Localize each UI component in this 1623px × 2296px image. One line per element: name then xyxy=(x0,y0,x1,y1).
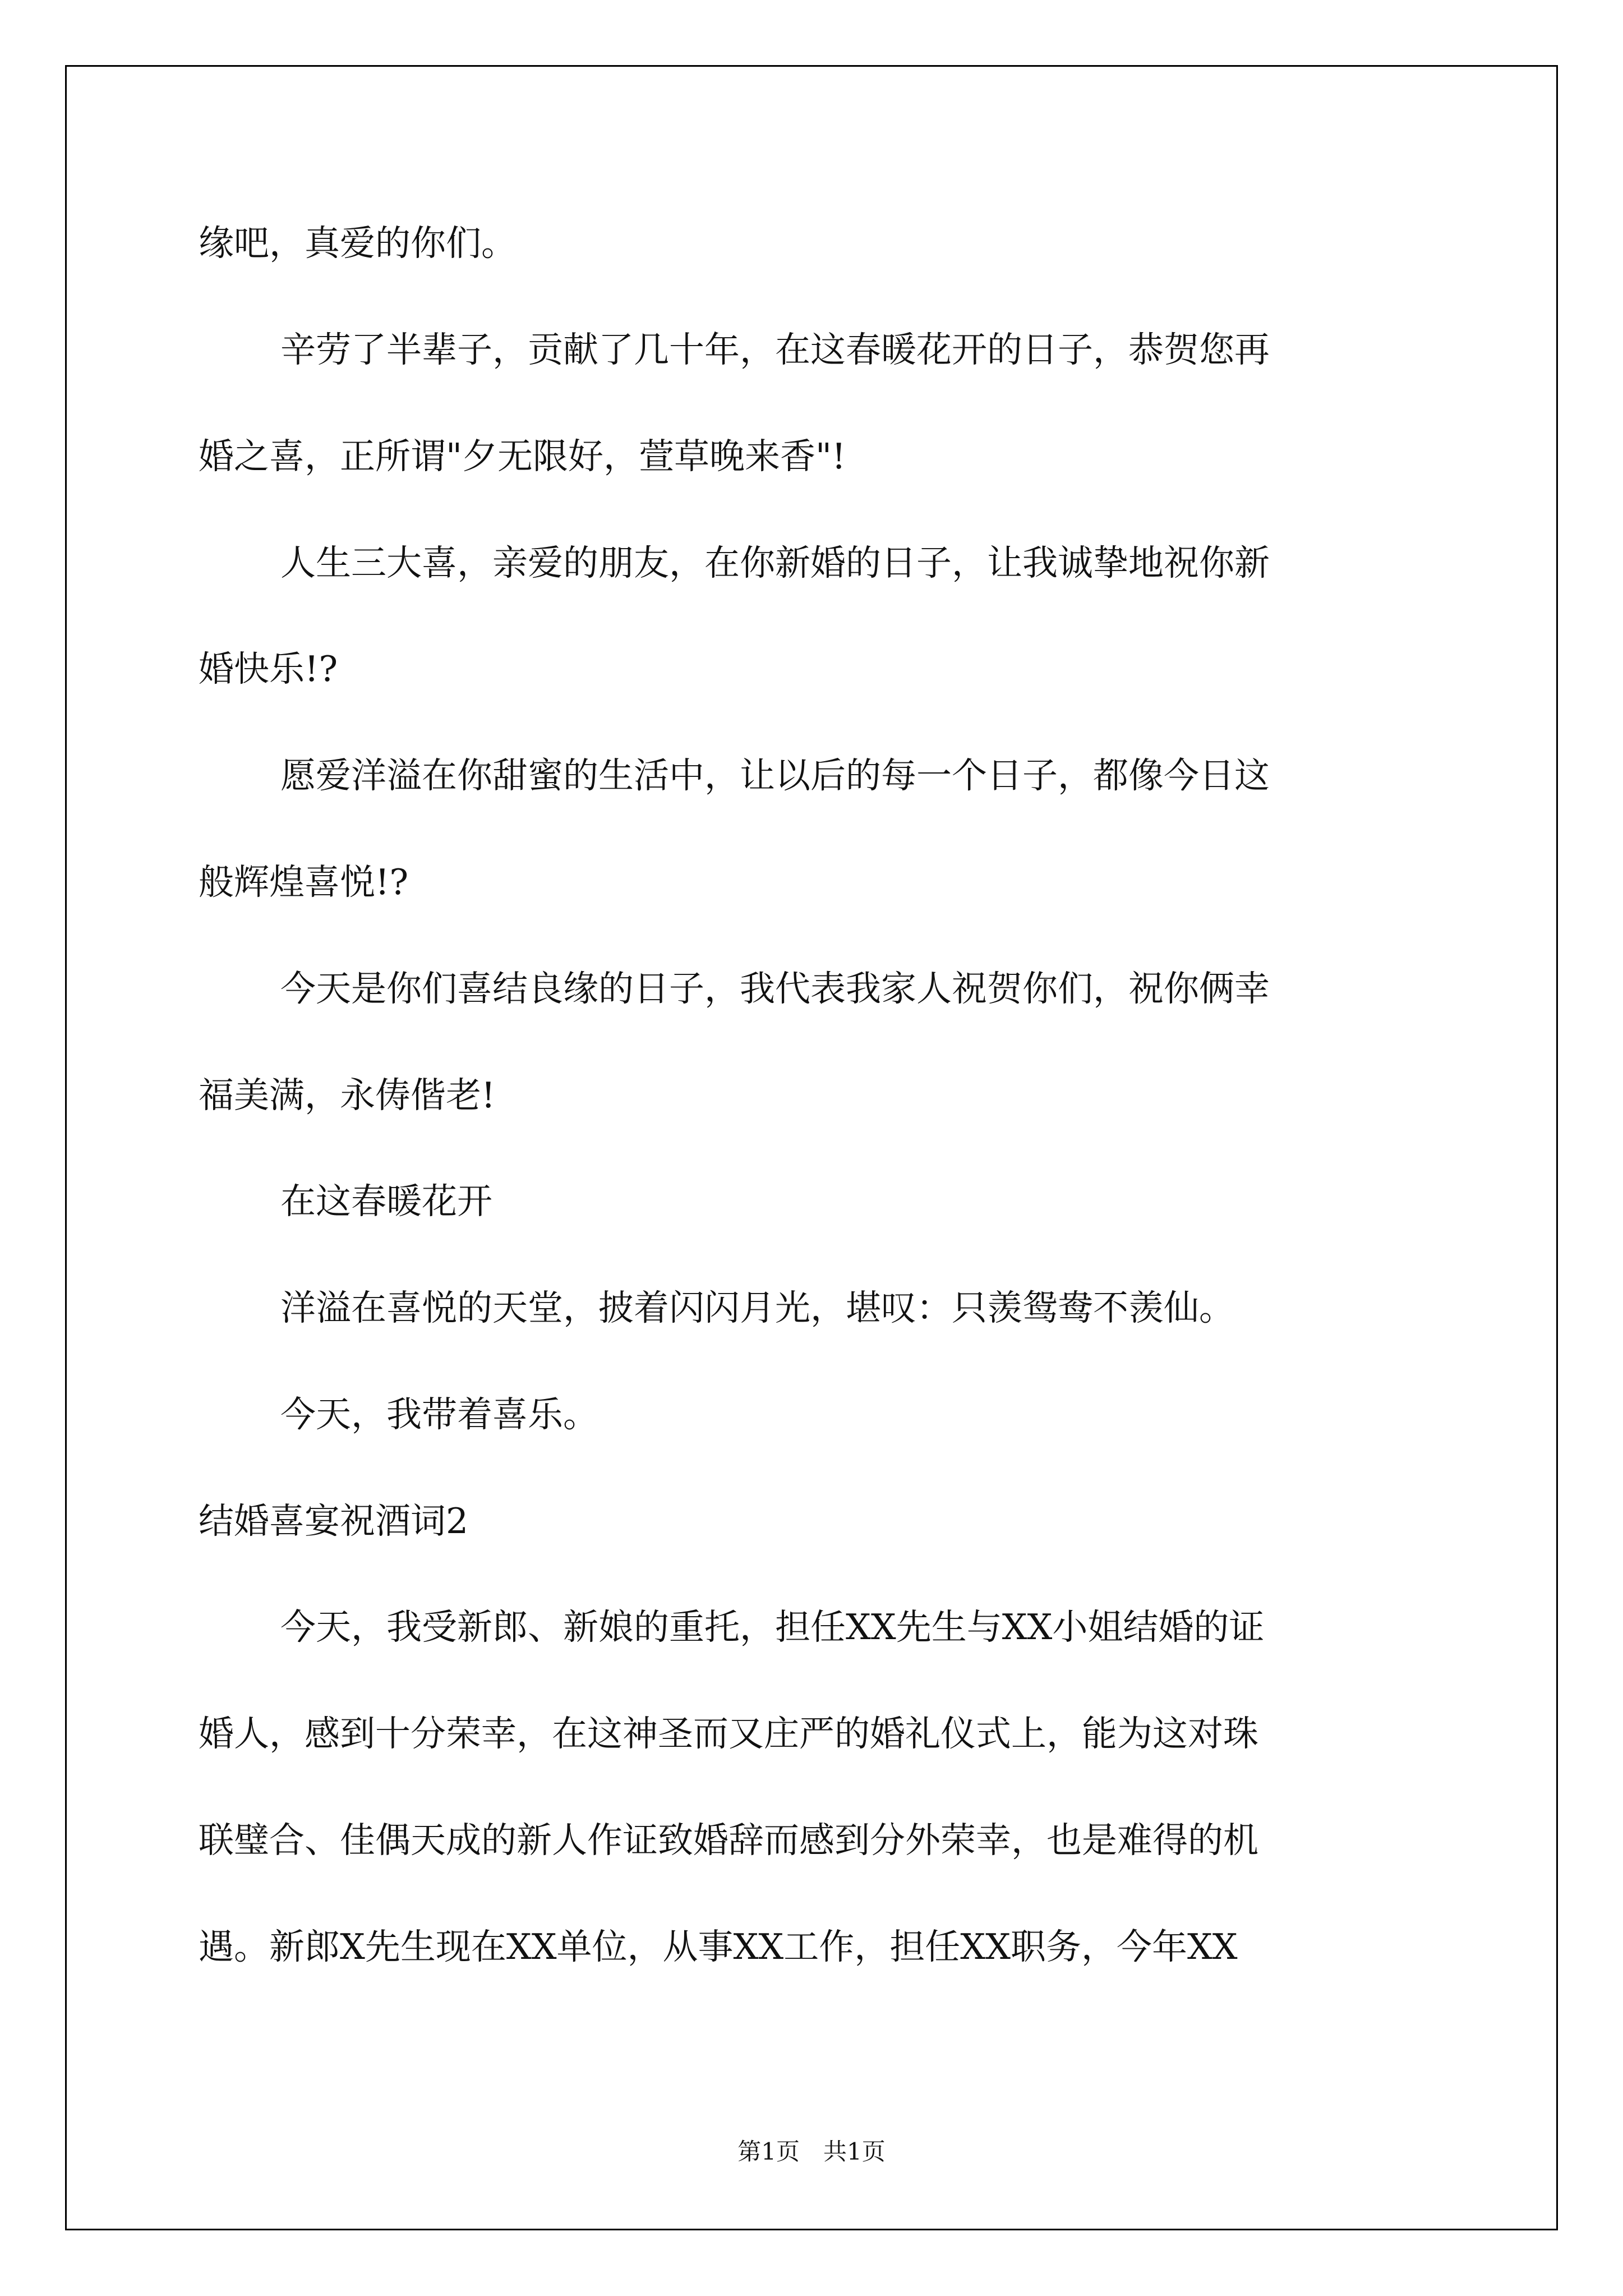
paragraph-line: 辛劳了半辈子，贡献了几十年，在这春暖花开的日子，恭贺您再 xyxy=(280,329,1270,370)
section-heading: 结婚喜宴祝酒词2 xyxy=(199,1501,469,1542)
page-number-footer: 第1页 共1页 xyxy=(737,2138,886,2165)
text-line: 遇。新郎X先生现在XX单位，从事XX工作，担任XX职务，今年XX xyxy=(199,1926,1238,1967)
paragraph-line: 今天是你们喜结良缘的日子，我代表我家人祝贺你们，祝你俩幸 xyxy=(280,968,1270,1009)
paragraph-line: 在这春暖花开 xyxy=(280,1181,492,1222)
text-line: 婚之喜，正所谓"夕无限好，萱草晚来香"! xyxy=(199,436,846,477)
paragraph-line: 洋溢在喜悦的天堂，披着闪闪月光，堪叹：只羡鸳鸯不羡仙。 xyxy=(280,1287,1234,1328)
text-line: 联璧合、佳偶天成的新人作证致婚辞而感到分外荣幸，也是难得的机 xyxy=(199,1820,1258,1861)
paragraph-line: 今天，我受新郎、新娘的重托，担任XX先生与XX小姐结婚的证 xyxy=(280,1607,1265,1648)
text-line: 缘吧，真爱的你们。 xyxy=(199,223,517,264)
text-line: 婚快乐!? xyxy=(199,648,338,689)
paragraph-line: 今天，我带着喜乐。 xyxy=(280,1394,598,1435)
text-line: 福美满，永俦偕老! xyxy=(199,1075,496,1116)
text-line: 般辉煌喜悦!? xyxy=(199,862,409,903)
page-border xyxy=(65,65,1558,2230)
paragraph-line: 愿爱洋溢在你甜蜜的生活中，让以后的每一个日子，都像今日这 xyxy=(280,755,1270,796)
paragraph-line: 人生三大喜，亲爱的朋友，在你新婚的日子，让我诚挚地祝你新 xyxy=(280,542,1270,583)
text-line: 婚人，感到十分荣幸，在这神圣而又庄严的婚礼仪式上，能为这对珠 xyxy=(199,1713,1258,1754)
